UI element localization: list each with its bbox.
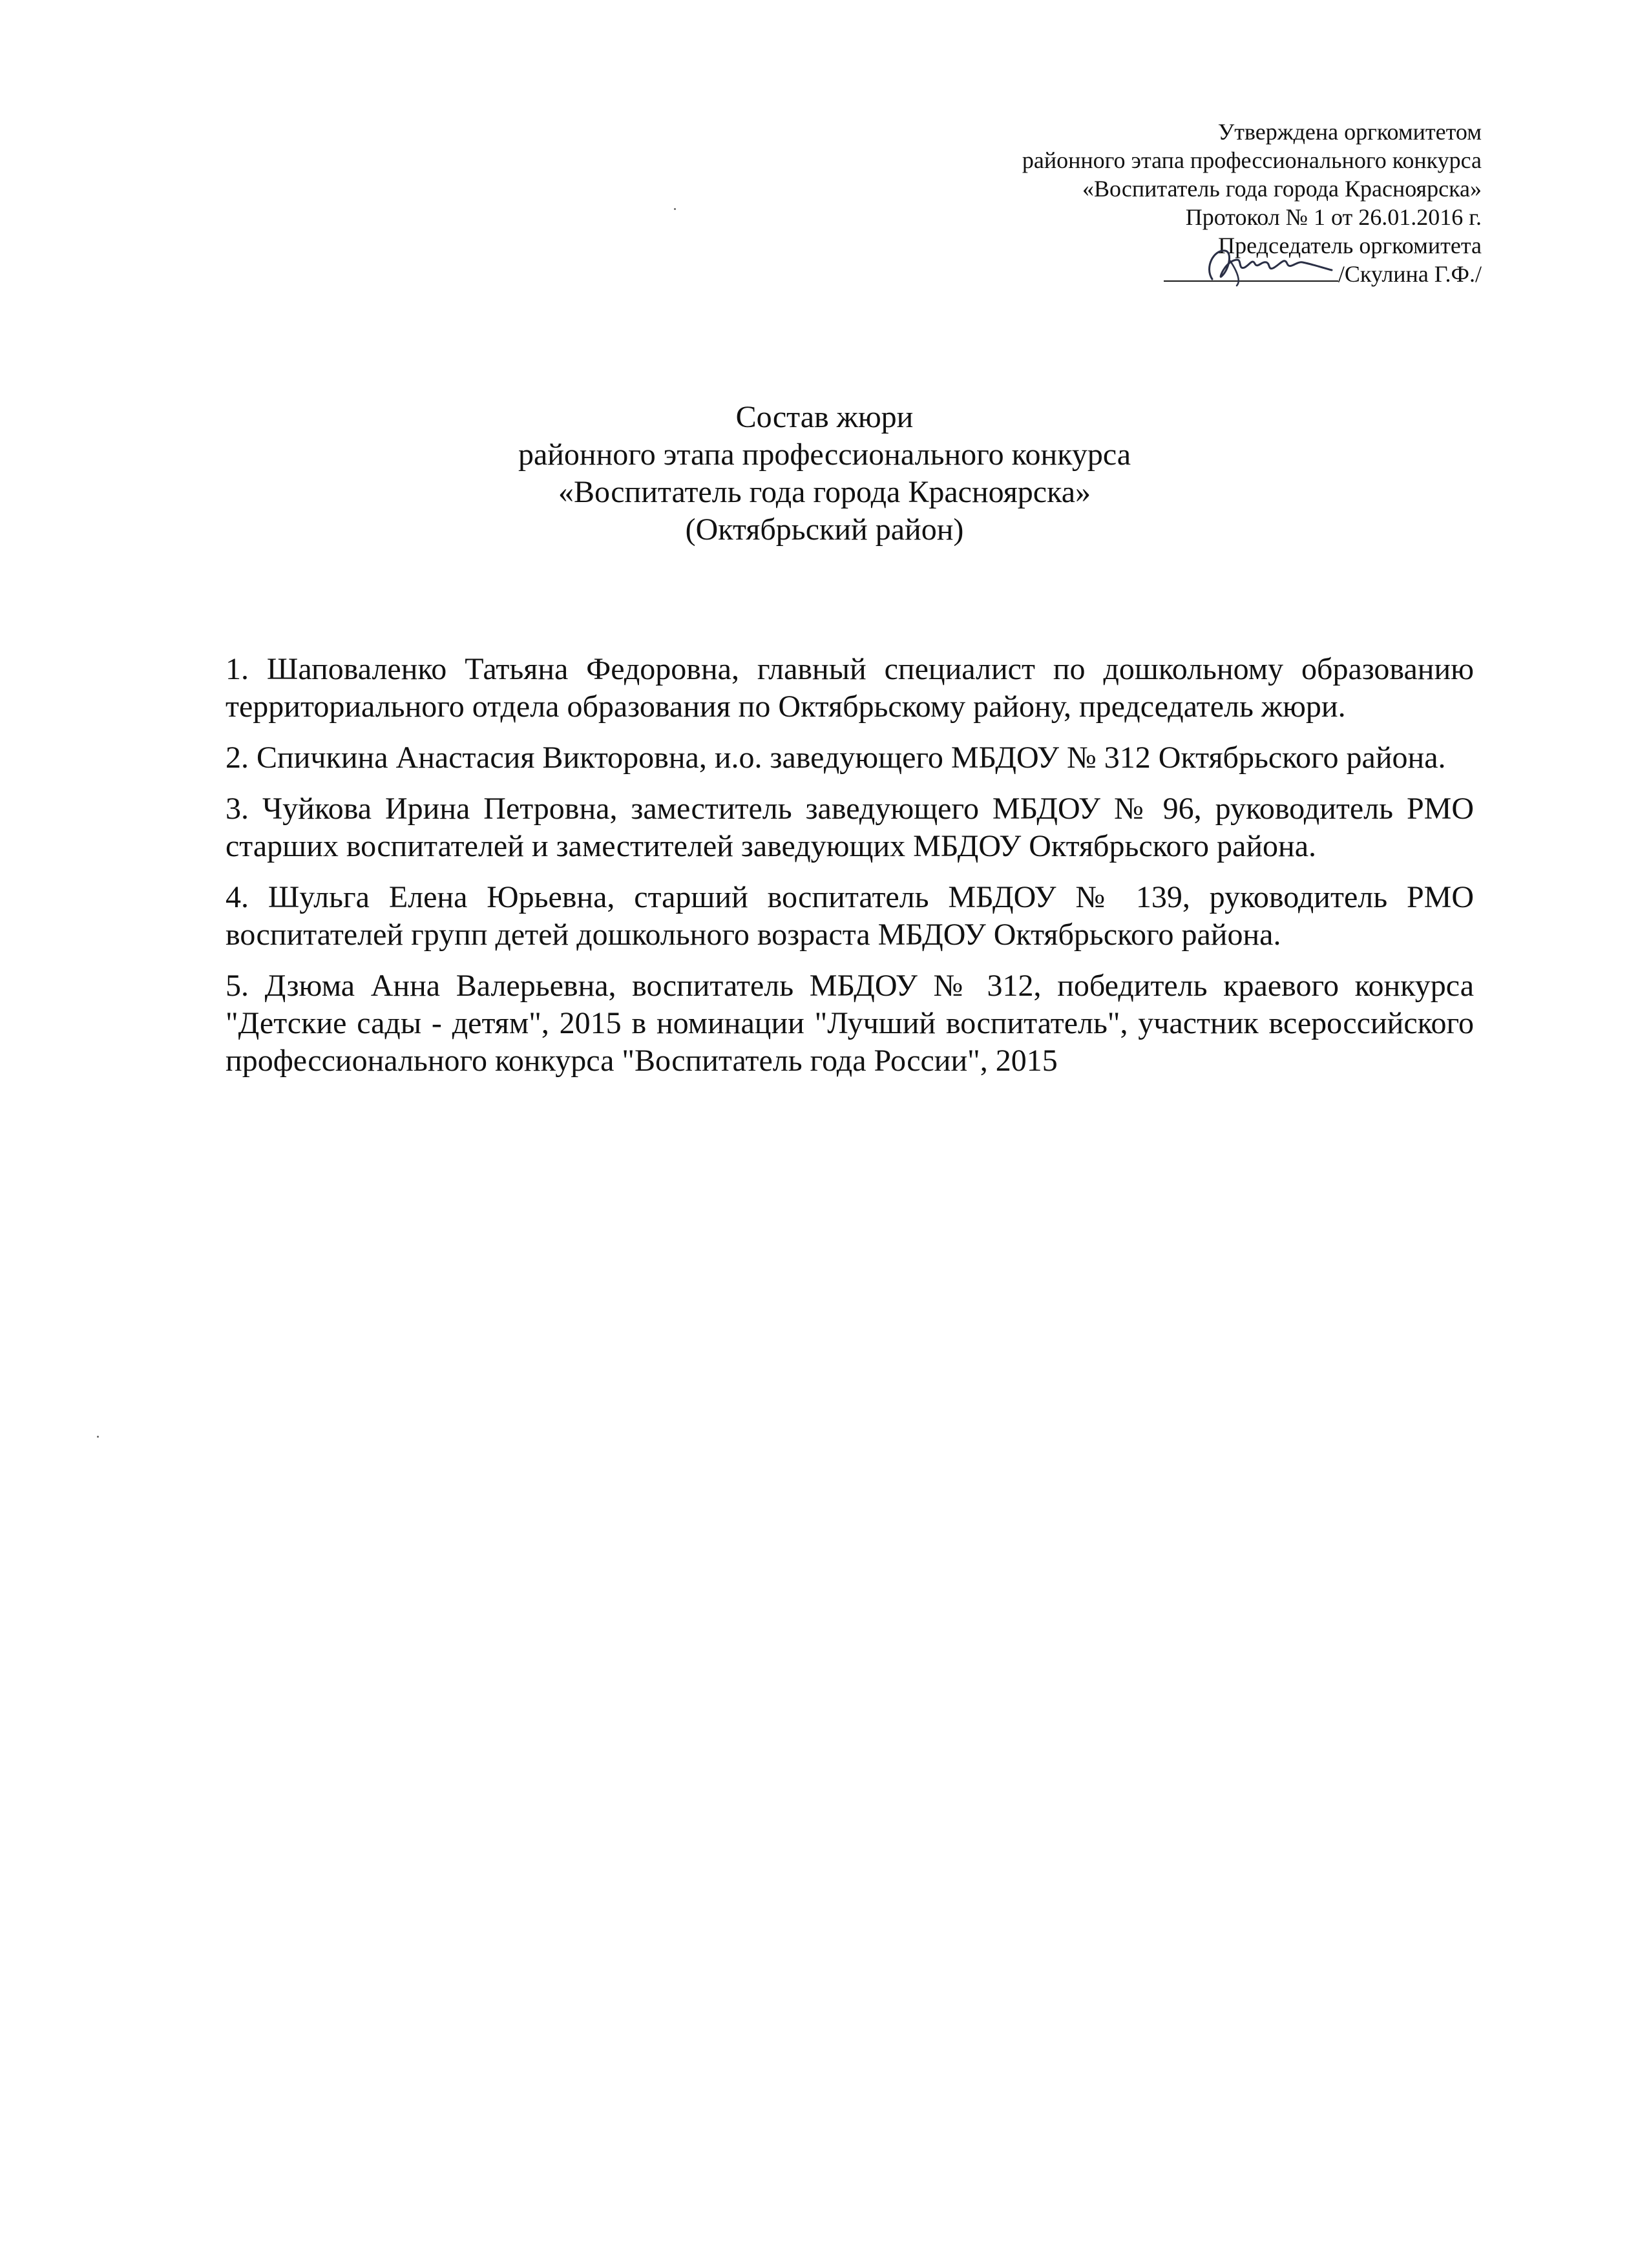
approval-line: районного этапа профессионального конкурса (1022, 147, 1482, 173)
title-line: «Воспитатель года города Красноярска» (558, 475, 1091, 509)
jury-member-item: 2. Спичкина Анастасия Викторовна, и.о. заведующего МБДОУ № 312 Октябрьского района. (226, 740, 1446, 775)
jury-member-item: 1. Шаповаленко Татьяна Федоровна, главный специалист по дошкольному образованию территориального отдела образования по Октябрьскому району, председатель жюри. (226, 652, 1474, 724)
approval-line: Утверждена оргкомитетом (1217, 119, 1482, 145)
scan-speck (97, 1436, 99, 1438)
document-title (0, 399, 1649, 549)
signature-line (642, 260, 1482, 288)
handwritten-signature (1199, 242, 1335, 287)
jury-member-item: 5. Дзюма Анна Валерьевна, воспитатель МБДОУ № 312, победитель краевого конкурса "Детские сады - детям", 2015 в номинации "Лучший воспитатель", участник всероссийского профессионального конкурса "Воспитатель года России", 2015 (226, 969, 1474, 1078)
signature-blank (1164, 261, 1338, 282)
jury-members-list (226, 651, 1474, 1093)
signer-name: /Скулина Г.Ф./ (1338, 261, 1482, 287)
approval-line: Председатель оргкомитета (1218, 233, 1482, 258)
approval-block (642, 118, 1482, 288)
title-line: (Октябрьский район) (685, 512, 964, 547)
title-line: районного этапа профессионального конкурса (518, 437, 1131, 472)
scan-speck (674, 208, 676, 210)
approval-line: «Воспитатель года города Красноярска» (1082, 176, 1482, 202)
title-line: Состав жюри (735, 400, 914, 434)
approval-line: Протокол № 1 от 26.01.2016 г. (1185, 204, 1482, 230)
jury-member-item: 3. Чуйкова Ирина Петровна, заместитель заведующего МБДОУ № 96, руководитель РМО старших воспитателей и заместителей заведующих МБДОУ Октябрьского района. (226, 792, 1474, 863)
jury-member-item: 4. Шульга Елена Юрьевна, старший воспитатель МБДОУ № 139, руководитель РМО воспитателей групп детей дошкольного возраста МБДОУ Октябрьского района. (226, 880, 1474, 952)
